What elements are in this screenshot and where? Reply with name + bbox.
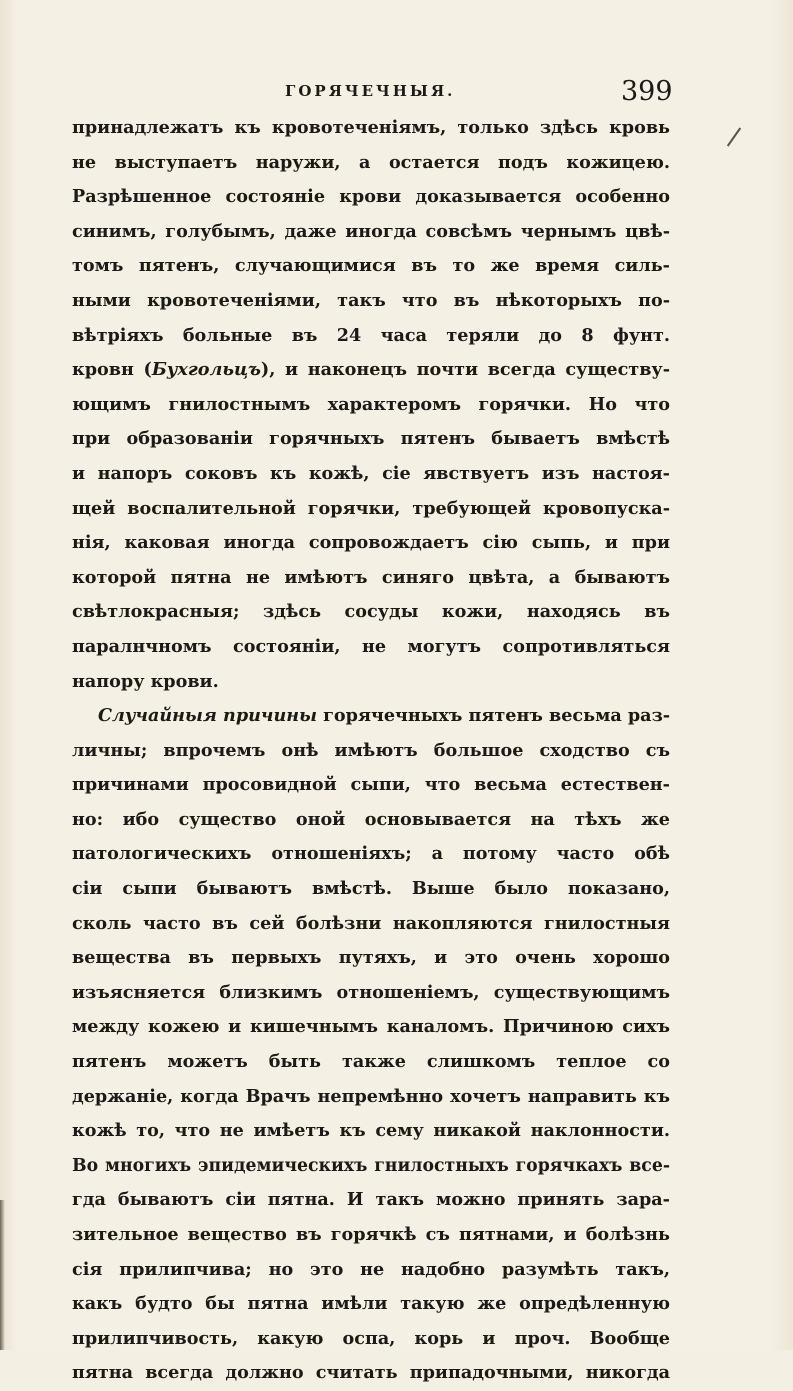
text-line: пятна всегда должно считать припадочными, никогда <box>72 1362 670 1384</box>
page-number: 399 <box>621 76 673 107</box>
text-fragment: ), и наконецъ почти всегда существу- <box>260 359 670 381</box>
text-fragment: горячечныхъ пятенъ весьма раз- <box>317 705 671 727</box>
text-line: синимъ, голубымъ, даже иногда совсѣмъ чернымъ цвѣ- <box>72 220 670 242</box>
text-line: сія прилипчива; но это не надобно разумѣть такъ, <box>72 1258 670 1280</box>
text-line: ющимъ гнилостнымъ характеромъ горячки. Но что <box>72 393 670 415</box>
text-line: томъ пятенъ, случающимися въ то же время силь- <box>72 255 670 277</box>
text-line: гда бываютъ сіи пятна. И такъ можно принять зара- <box>72 1189 670 1211</box>
text-line: свѣтлокрасныя; здѣсь сосуды кожи, находясь въ <box>72 601 670 623</box>
text-line: патологическихъ отношеніяхъ; а потому часто обѣ <box>72 843 670 865</box>
page-header <box>0 78 793 108</box>
text-line: сіи сыпи бываютъ вмѣстѣ. Выше было показано, <box>72 878 670 900</box>
paragraph-end-line: напору крови. <box>72 670 219 692</box>
text-line: Разрѣшенное состояніе крови доказывается особенно <box>72 186 670 208</box>
text-line: но: ибо существо оной основывается на тѣхъ же <box>72 808 670 830</box>
text-line: не выступаетъ наружи, а остается подъ кожицею. <box>72 151 670 173</box>
author-citation: Бухгольцъ <box>151 359 261 381</box>
text-line: между кожею и кишечнымъ каналомъ. Причиною сихъ <box>72 1016 670 1038</box>
text-line: которой пятна не имѣютъ синяго цвѣта, а бываютъ <box>72 566 670 588</box>
text-line: пятенъ можетъ быть также слишкомъ теплое со <box>72 1051 670 1073</box>
text-line: вещества въ первыхъ путяхъ, и это очень хорошо <box>72 947 670 969</box>
page-edge-shadow <box>0 1200 5 1350</box>
text-line <box>72 353 670 388</box>
text-line: вѣтріяхъ больные въ 24 часа теряли до 8 фунт. <box>72 324 670 346</box>
text-line: зительное вещество въ горячкѣ съ пятнами, и болѣзнь <box>72 1224 670 1245</box>
text-line: при образованіи горячныхъ пятенъ бываетъ вмѣстѣ <box>72 428 670 450</box>
text-line: кожѣ то, что не имѣетъ къ сему никакой наклонности. <box>72 1120 670 1142</box>
text-fragment: кровн ( <box>72 359 152 381</box>
text-line: ными кровотеченіями, такъ что въ нѣкоторыхъ по- <box>72 289 670 311</box>
text-line: и напоръ соковъ къ кожѣ, сіе явствуетъ изъ настоя- <box>72 462 670 484</box>
text-line <box>72 699 670 734</box>
text-line: причинами просовидной сыпи, что весьма естествен- <box>72 774 670 796</box>
body-text <box>72 111 670 1391</box>
margin-pencil-mark <box>727 127 741 146</box>
text-line: паралнчномъ состояніи, не могутъ сопротивляться <box>72 635 670 657</box>
running-head: ГОРЯЧЕЧНЫЯ. <box>285 82 456 100</box>
text-line: щей воспалительной горячки, требующей кровопуска- <box>72 497 670 519</box>
text-line: Во многихъ эпидемическихъ гнилостныхъ горячкахъ все- <box>72 1155 670 1176</box>
text-line: сколь часто въ сей болѣзни накопляются гнилостныя <box>72 912 670 934</box>
text-line: изъясняется близкимъ отношеніемъ, существующимъ <box>72 981 670 1003</box>
text-line: прилипчивость, какую оспа, корь и проч. Вообще <box>72 1327 670 1349</box>
text-line: принадлежатъ къ кровотеченіямъ, только здѣсь кровь <box>72 117 670 138</box>
text-line: нія, каковая иногда сопровождаетъ сію сыпь, и при <box>72 532 670 554</box>
section-term: Случайныя причины <box>98 705 318 727</box>
text-line: держаніе, когда Врачъ непремѣнно хочетъ направить къ <box>72 1085 670 1107</box>
text-line: личны; впрочемъ онѣ имѣютъ большое сходство съ <box>72 739 670 761</box>
text-line: какъ будто бы пятна имѣли такую же опредѣленную <box>72 1293 670 1315</box>
